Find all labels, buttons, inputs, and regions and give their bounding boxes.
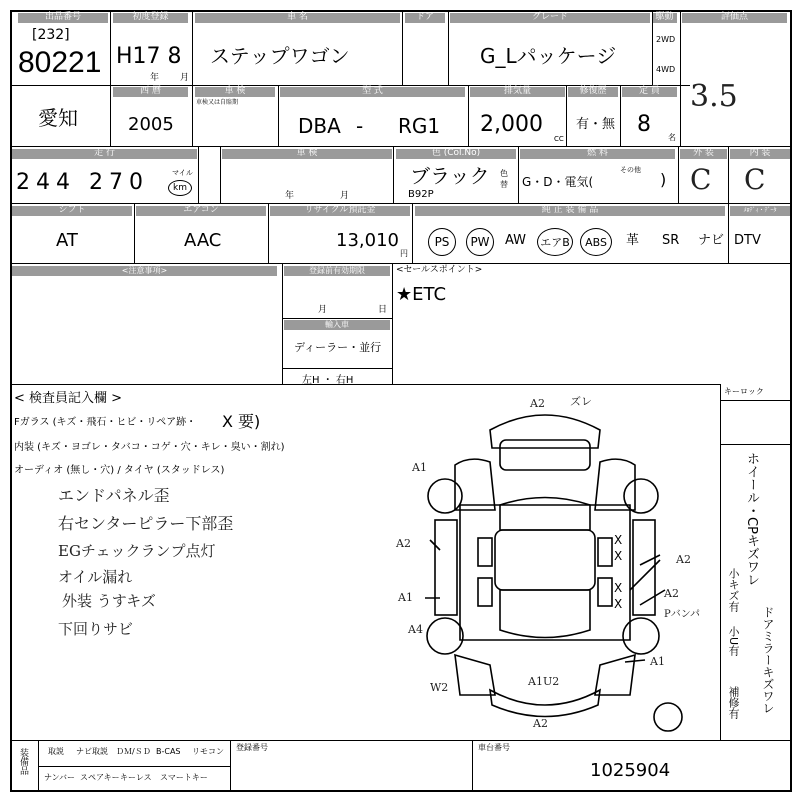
side-note-small: 小キズ有: [727, 568, 740, 612]
footer-label: ナビ取説: [76, 747, 108, 756]
grade: G_Lパッケージ: [480, 44, 617, 68]
reg-number-label: 登録番号: [236, 743, 268, 752]
lot-label: 出品番号: [44, 12, 81, 22]
damage-code: A1U2: [528, 675, 560, 688]
drive-4wd: 4WD: [656, 65, 676, 74]
shift: AT: [56, 230, 78, 251]
inspector-title: < 検査員記入欄 >: [14, 391, 123, 406]
mileage-label: 走 行: [94, 148, 115, 158]
footer-side-label: 装備品: [18, 748, 28, 775]
inspector-glass: Fガラス (キズ・飛石・ヒビ・リペア跡・: [14, 417, 197, 428]
year-label: 西 暦: [140, 86, 161, 96]
inspector-note: 外装 うすキズ: [62, 592, 156, 610]
footer-label: スペアキー: [80, 773, 120, 782]
capacity-unit: 名: [668, 133, 676, 142]
color-change: 色替: [500, 169, 508, 189]
footer-label: ナンバー: [44, 773, 76, 782]
displacement: 2,000: [480, 112, 543, 137]
damage-code: A4: [408, 623, 423, 636]
history: 有・無: [576, 117, 616, 132]
inspection-label: 車 検: [224, 86, 246, 96]
model-prefix: DBA: [298, 114, 341, 138]
fuel-close: ): [660, 170, 667, 189]
yen-unit: 円: [400, 249, 408, 258]
car-name-label: 車 名: [287, 12, 308, 22]
year-suffix: 年: [150, 73, 160, 83]
odometer-label: 実走行: [199, 150, 218, 157]
lot-venue: [232]: [32, 27, 70, 43]
x-mark: X: [614, 597, 623, 611]
capacity-label: 定 員: [639, 86, 660, 96]
footer-label: 取説: [48, 747, 64, 756]
import-label: 輸入車: [325, 320, 349, 329]
inspector-note: 右センターピラー下部歪: [58, 514, 234, 533]
inspector-interior: 内装 (キズ・ヨゴレ・タバコ・コゲ・穴・キレ・臭い・割れ): [14, 442, 285, 453]
handle-side: 左H ・ 右H: [302, 375, 354, 386]
keyless-label: ﾒﾛﾃﾞｨ・ﾃﾞｰﾀ: [743, 207, 777, 214]
equip-airbag: エアB: [537, 228, 573, 256]
drive-2wd: 2WD: [656, 35, 676, 44]
equip-leather: 革: [626, 233, 640, 248]
damage-code: A1: [412, 461, 427, 474]
expiry-label: 登録前有効期限: [309, 266, 365, 275]
inspector-note: オイル漏れ: [58, 568, 133, 586]
score: 3.5: [690, 79, 738, 114]
frame-number: 1025904: [590, 760, 671, 781]
interior-label: 内 装: [749, 148, 771, 158]
fuel: G・D・電気(: [522, 175, 594, 189]
equip-navi: ナビ: [698, 233, 725, 248]
year: 2005: [128, 114, 174, 135]
inspection-note: 車検又は自賠期: [196, 99, 239, 106]
selling-point: ★ETC: [396, 284, 447, 305]
damage-code: W2: [430, 681, 449, 694]
inspector-glass-mark: X 要): [222, 412, 261, 431]
x-mark: X: [614, 533, 623, 547]
damage-code: A2: [530, 397, 545, 410]
inspector-audio: オーディオ (無し・穴) / タイヤ (スタッドレス): [14, 465, 225, 476]
equip-sr: SR: [662, 233, 680, 248]
shaken-label: 車 検: [296, 148, 318, 158]
color-label: 色 (Col.No): [431, 148, 481, 158]
footer-label: B-CAS: [156, 747, 181, 756]
fuel-other: その他: [620, 166, 641, 174]
x-mark: X: [614, 549, 623, 563]
equip-dtv: DTV: [734, 233, 761, 248]
mile-unit: マイル: [172, 169, 193, 177]
cc-unit: CC: [554, 135, 564, 143]
footer-label: スマートキー: [160, 773, 208, 782]
damage-code: A1: [650, 655, 665, 668]
footer-label: リモコン: [192, 747, 224, 756]
first-reg: H17 8: [116, 44, 182, 69]
ac: AAC: [184, 230, 222, 251]
mileage: 244 270: [16, 170, 149, 195]
door-label: ドア: [416, 12, 434, 22]
capacity: 8: [637, 112, 651, 137]
equip-pw: PW: [466, 228, 494, 256]
damage-code: A1: [398, 591, 413, 604]
x-mark: X: [614, 581, 623, 595]
region: 愛知: [38, 106, 78, 130]
exterior: C: [690, 163, 712, 196]
grade-label: グレード: [531, 12, 568, 22]
interior: C: [744, 163, 766, 196]
import-value: ディーラー・並行: [294, 341, 382, 354]
damage-code: A2: [664, 587, 679, 600]
car-reg-label: 車台番号: [478, 743, 510, 752]
footer-label: キーレス: [120, 773, 152, 782]
shaken-month: 月: [340, 191, 350, 201]
damage-code: Pバンパ: [664, 609, 701, 620]
damage-code: A2: [533, 717, 548, 730]
side-note-wheel: ホイール・CPキズワレ: [744, 452, 759, 586]
damage-code: ズレ: [570, 395, 592, 408]
color-code: B92P: [408, 189, 434, 200]
first-reg-label: 初度登録: [132, 12, 169, 22]
model-code: RG1: [398, 114, 441, 138]
equip-label: 純 正 装 備 品: [541, 205, 599, 215]
damage-code: A2: [676, 553, 691, 566]
notes-label: <注意事項>: [121, 266, 168, 275]
history-label: 修復歴: [579, 86, 607, 96]
expiry-day: 日: [378, 305, 388, 315]
color: ブラック: [410, 164, 490, 188]
lot-number: 80221: [18, 46, 102, 79]
damage-code: A2: [396, 537, 411, 550]
equip-ps: PS: [428, 228, 456, 256]
exterior-label: 外 装: [693, 148, 714, 158]
recycle-label: リサイクル預託金: [304, 205, 376, 215]
shaken-year: 年: [285, 191, 295, 201]
expiry-month: 月: [318, 305, 328, 315]
model-label: 型 式: [362, 86, 383, 96]
inspector-note: 下回りサビ: [58, 620, 134, 638]
inspector-note: エンドパネル歪: [58, 486, 170, 505]
inspector-note: EGチェックランプ点灯: [58, 542, 216, 560]
keylock-label: キーロック: [724, 387, 764, 396]
shift-label: シフト: [58, 205, 86, 215]
side-note-small-u: 小U有: [727, 626, 740, 657]
footer-label: ＤＭ/ＳＤ: [116, 747, 151, 756]
model-dash: -: [356, 114, 364, 138]
drive-label: 駆動: [655, 12, 674, 22]
side-note-repair: 補修有: [727, 686, 740, 719]
equip-aw: AW: [505, 233, 527, 248]
km-unit: km: [168, 180, 192, 196]
score-label: 評価点: [720, 12, 748, 22]
recycle: 13,010: [336, 230, 399, 251]
side-note-mirror: ドアミラーキズワレ: [761, 606, 775, 714]
displacement-label: 排気量: [503, 86, 531, 96]
car-name: ステップワゴン: [210, 44, 350, 68]
ac-label: エアコン: [183, 205, 219, 215]
fuel-label: 燃 料: [587, 148, 608, 158]
month-suffix: 月: [180, 73, 190, 83]
selling-label: <セールスポイント>: [396, 265, 483, 275]
equip-abs: ABS: [580, 228, 612, 256]
